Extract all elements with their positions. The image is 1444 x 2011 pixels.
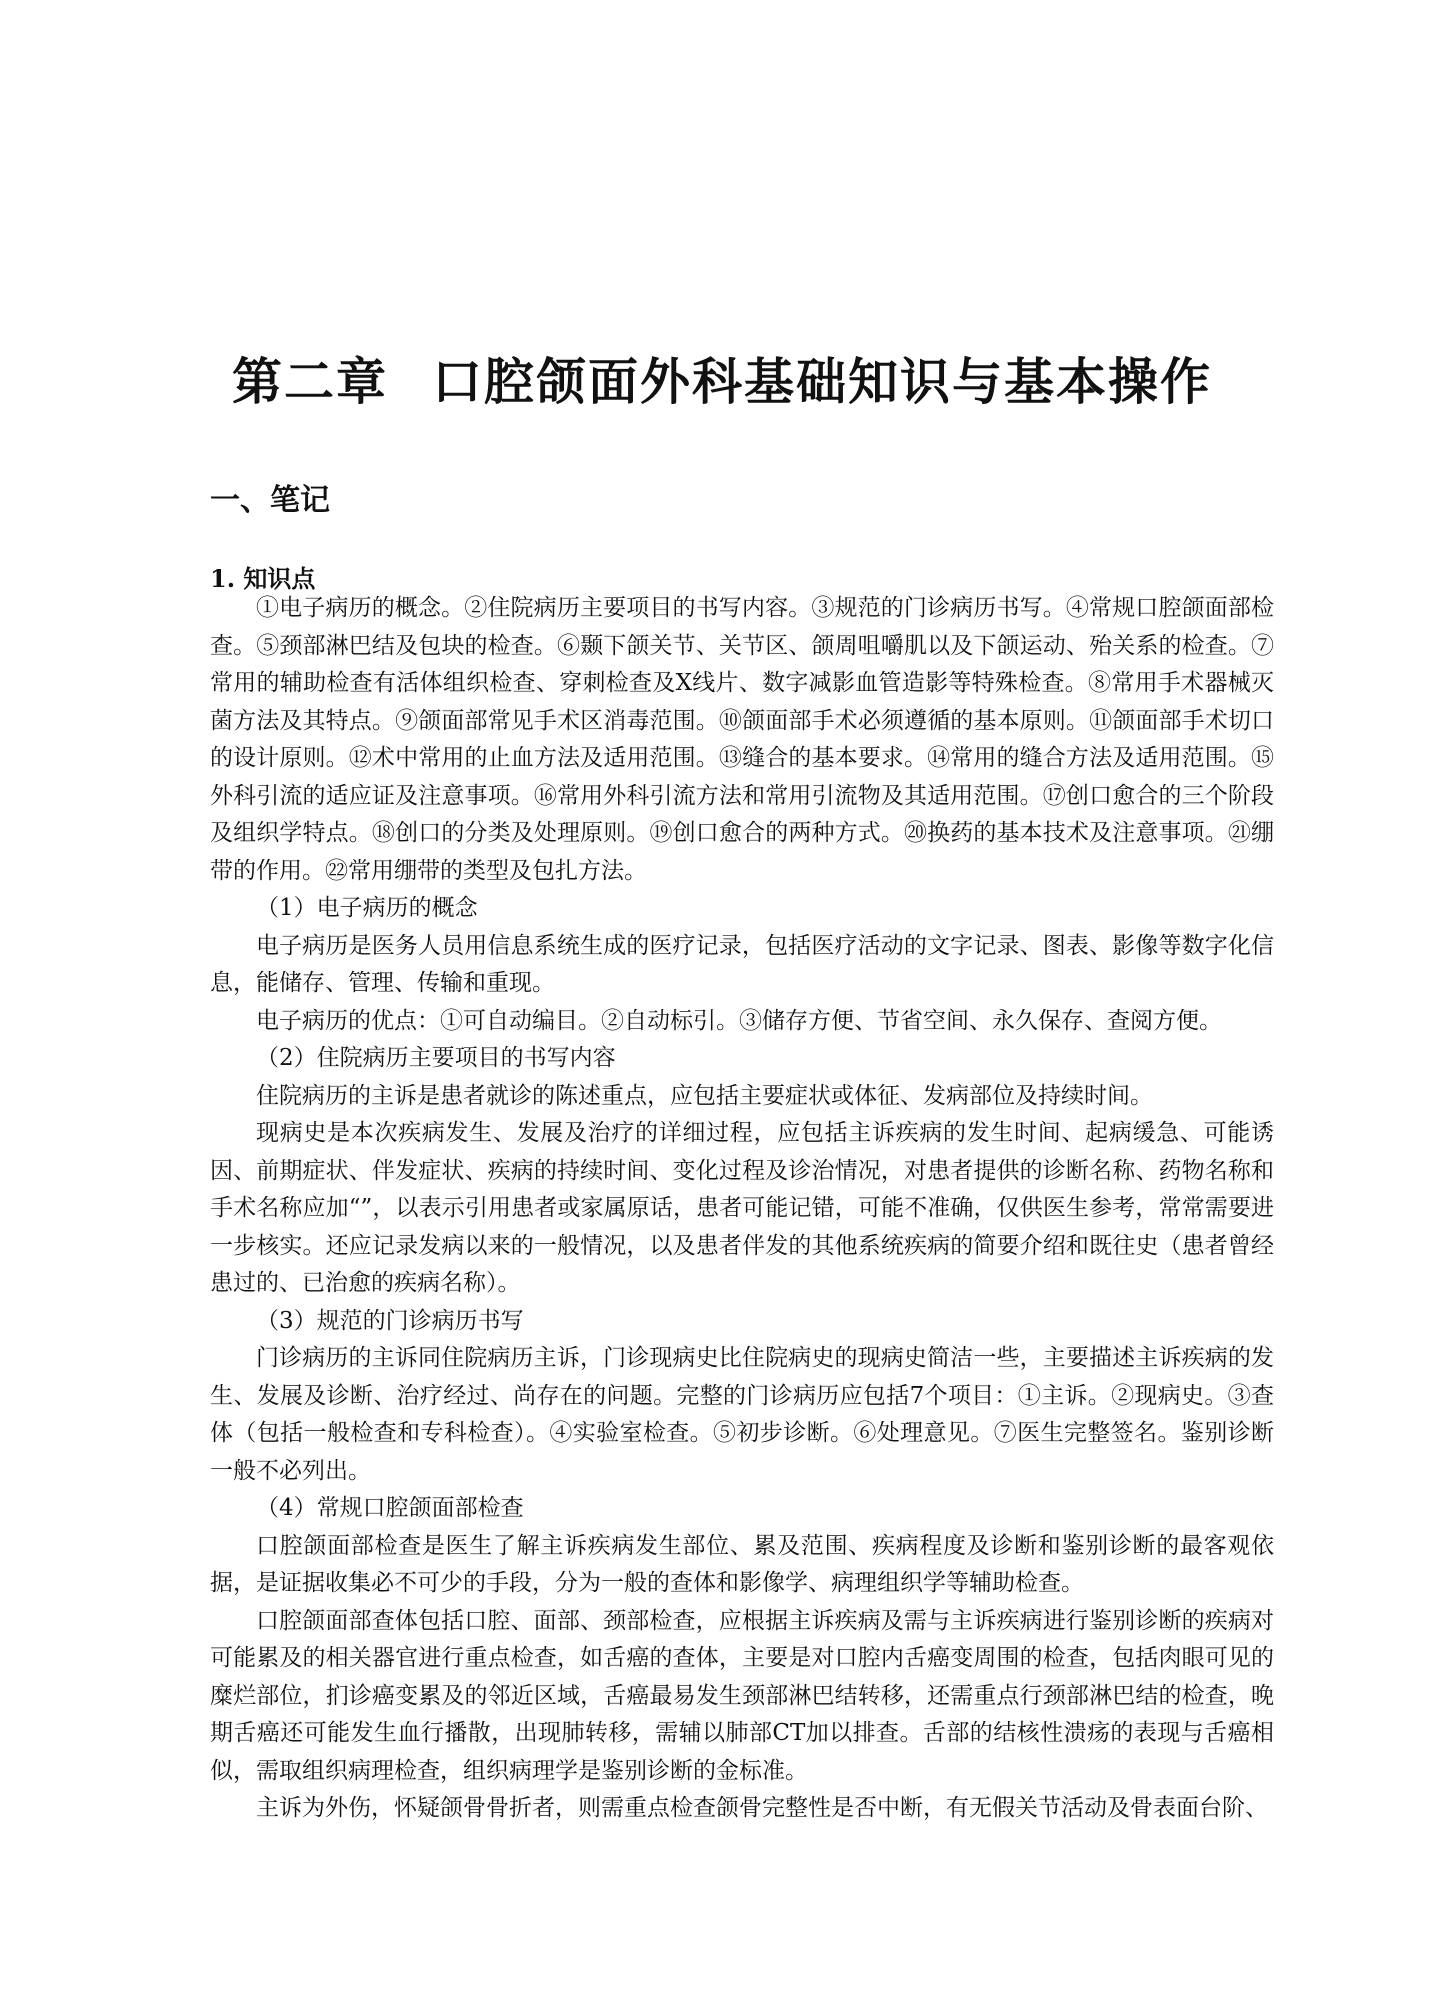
paragraph: 现病史是本次疾病发生、发展及治疗的详细过程，应包括主诉疾病的发生时间、起病缓急、可能诱因、前期症状、伴发症状、疾病的持续时间、变化过程及诊治情况，对患者提供的诊断名称、药物名称和手术名称应加“”，以表示引用患者或家属原话，患者可能记错，可能不准确，仅供医生参考，常常需要进一步核实。还应记录发病以来的一般情况，以及患者伴发的其他系统疾病的简要介绍和既往史（患者曾经患过的、已治愈的疾病名称）。 xyxy=(210,1120,1274,1296)
chapter-name: 口腔颌面外科基础知识与基本操作 xyxy=(432,351,1212,411)
paragraph: 电子病历的优点：①可自动编目。②自动标引。③储存方便、节省空间、永久保存、查阅方便。 xyxy=(256,1007,1222,1034)
chapter-title xyxy=(0,352,1444,412)
paragraph: 口腔颌面部查体包括口腔、面部、颈部检查，应根据主诉疾病及需与主诉疾病进行鉴别诊断的疾病对可能累及的相关器官进行重点检查，如舌癌的查体，主要是对口腔内舌癌变周围的检查，包括肉眼可见的糜烂部位，扪诊癌变累及的邻近区域，舌癌最易发生颈部淋巴结转移，还需重点行颈部淋巴结的检查，晚期舌癌还可能发生血行播散，出现肺转移，需辅以肺部CT加以排查。舌部的结核性溃疡的表现与舌癌相似，需取组织病理检查，组织病理学是鉴别诊断的金标准。 xyxy=(210,1607,1274,1784)
paragraph: 电子病历是医务人员用信息系统生成的医疗记录，包括医疗活动的文字记录、图表、影像等数字化信息，能储存、管理、传输和重现。 xyxy=(210,932,1274,996)
paragraph: 门诊病历的主诉同住院病历主诉，门诊现病史比住院病史的现病史简洁一些，主要描述主诉疾病的发生、发展及诊断、治疗经过、尚存在的问题。完整的门诊病历应包括7个项目：①主诉。②现病史。③查体（包括一般检查和专科检查）。④实验室检查。⑤初步诊断。⑥处理意见。⑦医生完整签名。鉴别诊断一般不必列出。 xyxy=(210,1345,1274,1484)
paragraph: 住院病历的主诉是患者就诊的陈述重点，应包括主要症状或体征、发病部位及持续时间。 xyxy=(256,1082,1153,1109)
chapter-number: 第二章 xyxy=(232,351,388,411)
item-heading: （2）住院病历主要项目的书写内容 xyxy=(256,1045,616,1071)
item-heading: （4）常规口腔颌面部检查 xyxy=(256,1495,524,1521)
subsection-heading: 1. 知识点 xyxy=(210,564,316,593)
section-heading: 一、笔记 xyxy=(210,482,330,518)
body-text xyxy=(210,590,1274,1828)
paragraph: 口腔颌面部检查是医生了解主诉疾病发生部位、累及范围、疾病程度及诊断和鉴别诊断的最客观依据，是证据收集必不可少的手段，分为一般的查体和影像学、病理组织学等辅助检查。 xyxy=(210,1532,1274,1596)
paragraph: 主诉为外伤，怀疑颌骨骨折者，则需重点检查颌骨完整性是否中断，有无假关节活动及骨表面台阶、 xyxy=(256,1795,1268,1821)
item-heading: （3）规范的门诊病历书写 xyxy=(256,1307,524,1334)
item-heading: （1）电子病历的概念 xyxy=(256,895,478,921)
knowledge-points-paragraph: ①电子病历的概念。②住院病历主要项目的书写内容。③规范的门诊病历书写。④常规口腔颌面部检查。⑤颈部淋巴结及包块的检查。⑥颞下颌关节、关节区、颌周咀嚼肌以及下颌运动、殆关系的检查。⑦常用的辅助检查有活体组织检查、穿刺检查及X线片、数字减影血管造影等特殊检查。⑧常用手术器械灭菌方法及其特点。⑨颌面部常见手术区消毒范围。⑩颌面部手术必须遵循的基本原则。⑪颌面部手术切口的设计原则。⑫术中常用的止血方法及适用范围。⑬缝合的基本要求。⑭常用的缝合方法及适用范围。⑮外科引流的适应证及注意事项。⑯常用外科引流方法和常用引流物及其适用范围。⑰创口愈合的三个阶段及组织学特点。⑱创口的分类及处理原则。⑲创口愈合的两种方式。⑳换药的基本技术及注意事项。㉑绷带的作用。㉒常用绷带的类型及包扎方法。 xyxy=(210,595,1274,884)
